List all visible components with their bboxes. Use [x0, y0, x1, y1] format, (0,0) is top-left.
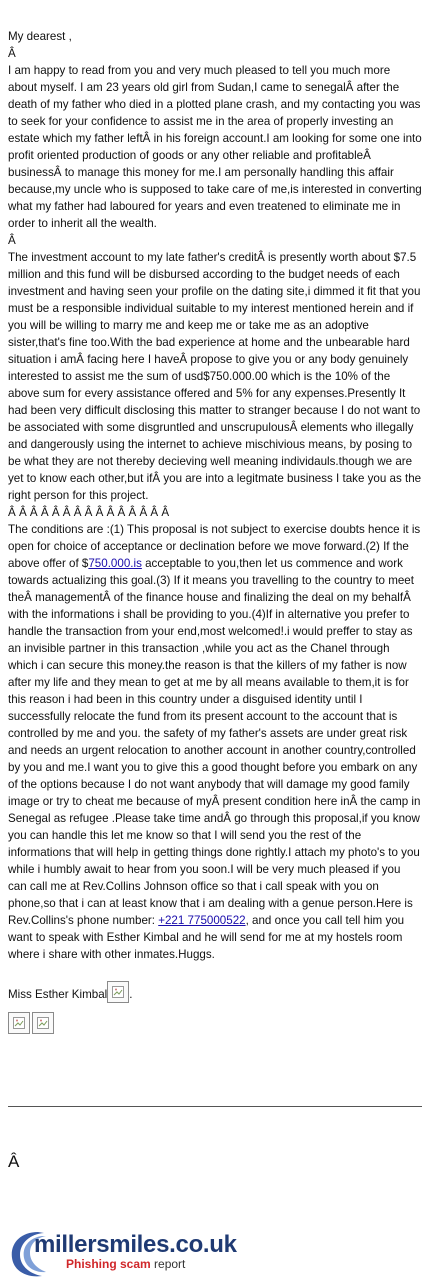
- blank-line: Â: [8, 234, 16, 247]
- stray-character: Â: [8, 1152, 20, 1171]
- paragraph-conditions: [8, 521, 422, 963]
- signature: Miss Esther Kimbal: [8, 988, 108, 1001]
- broken-image-icon[interactable]: [8, 1012, 30, 1034]
- paragraph-intro: I am happy to read from you and very much pleased to tell you much more about myself. I am 23 years old girl from Sudan,I came to senegalÂ after the death of my father who died in a plotted plane crash, and my contacting you was to seek for your confidence to assist me in the area of properly investing an estate which my father leftÂ in his foreign account.I am looking for some one into profit oriented production of goods or any other reliable and profitableÂ businessÂ to manage this money for me.I am personally handling this affair because,my uncle who is supposed to take care of me,is interested in converting what my father had laboured for years and even treatened to eliminate me in order to inherit all the wealth.: [8, 64, 422, 230]
- broken-image-icon[interactable]: [32, 1012, 54, 1034]
- paragraph-investment: The investment account to my late father's creditÂ is presently worth about $7.5 million and this fund will be disbursed according to the budget needs of each investment and having seen your profile on the dating site,i dimmed it fit that you must be a responsible individual suitable to my interest mentioned herein and if you will be willing to marry me and keep me or take me as an adoptive sister,that's fine too.With the bad experience at home and the unbearable hard situation i amÂ facing here I haveÂ propose to give you or any body genuinely interested to assist me the sum of usd$750.000.00 which is the 10% of the above sum for every assistance offered and 5% for any expenses.Presently It had been very difficult disclosing this matter to stranger because I do not want to be associated with some disgruntled and unscrupulousÂ elements who illegally and dangerously using the internet to achieve mischivious means, by posing to be what they are not thereby decieving well meaning individauls.though we are yet to know each other,but ifÂ you are into a legitmate business I take you as the right person for this project.: [8, 251, 422, 502]
- blank-line: Â: [8, 47, 16, 60]
- logo-text: millersmiles.co.uk: [34, 1231, 237, 1258]
- signature-row: [8, 981, 422, 1003]
- logo-subtitle-rest: report: [150, 1257, 186, 1271]
- logo-subtitle-highlight: Phishing scam: [66, 1257, 151, 1271]
- signature-period: .: [129, 988, 133, 1001]
- horizontal-divider: [8, 1106, 422, 1107]
- email-body: [8, 28, 422, 1034]
- conditions-text-start: The conditions are :(1) This proposal is not subject to exercise doubts hence it is open for choice of acceptance or declination before we move forward.(2) If the above offer of $: [8, 523, 421, 570]
- greeting: My dearest ,: [8, 30, 72, 43]
- broken-image-icon: [107, 981, 129, 1003]
- conditions-text-end: , and once you call tell him you want to speak with Esther Kimbal and he will send for me at my hostels room where i share with other inmates.Huggs.: [8, 914, 405, 961]
- conditions-text-middle: acceptable to you,then let us commence and work towards actualizing this goal.(3) If it means you travelling to the country to meet theÂ managementÂ of the finance house and finalizing the deal on my behalfÂ with the informations i shall be providing to you.(4)If in alternative you prefer to handle the transaction from your end,most welcomed!.i would preffer to stay as an invisible partner in this transaction ,while you act as the Chanel through which i can secure this money.the reason is that the killers of my father is now after my life and they mean to get at me by all means available to them,it is for this reason i had been in this country under a disguised identity until I successfully relocate the fund from its present account to the account that is controlled by me and you. the safety of my father's assets are under great risk and needs an urgent relocation to another account in another country,controlled by you and me.I want you to give this a good thought before you embark on any of the options because I do not want anybody that will damage my good family image or try to cheat me because of myÂ present condition here inÂ the camp in Senegal as refugee .Please take time andÂ go through this proposal,if you know you can handle this let me know so that I will send you the rest of the informations that will help in getting things done rightly.I attach my photo's to you while i humbly await to hear from you soon.I will be very much pleased if you can call me at Rev.Collins Johnson office so that i call speak with you on phone,so that i can at least know that i am dealing with a genue person.Here is Rev.Collins's phone number:: [8, 557, 421, 927]
- spacer-line: Â Â Â Â Â Â Â Â Â Â Â Â Â Â Â: [8, 506, 170, 519]
- phone-number-link[interactable]: +221 775000522: [158, 914, 246, 927]
- amount-link[interactable]: 750.000.is: [88, 557, 142, 570]
- logo-subtitle: [66, 1257, 185, 1271]
- attachment-images: [8, 1012, 422, 1034]
- millersmiles-logo[interactable]: [8, 1228, 238, 1280]
